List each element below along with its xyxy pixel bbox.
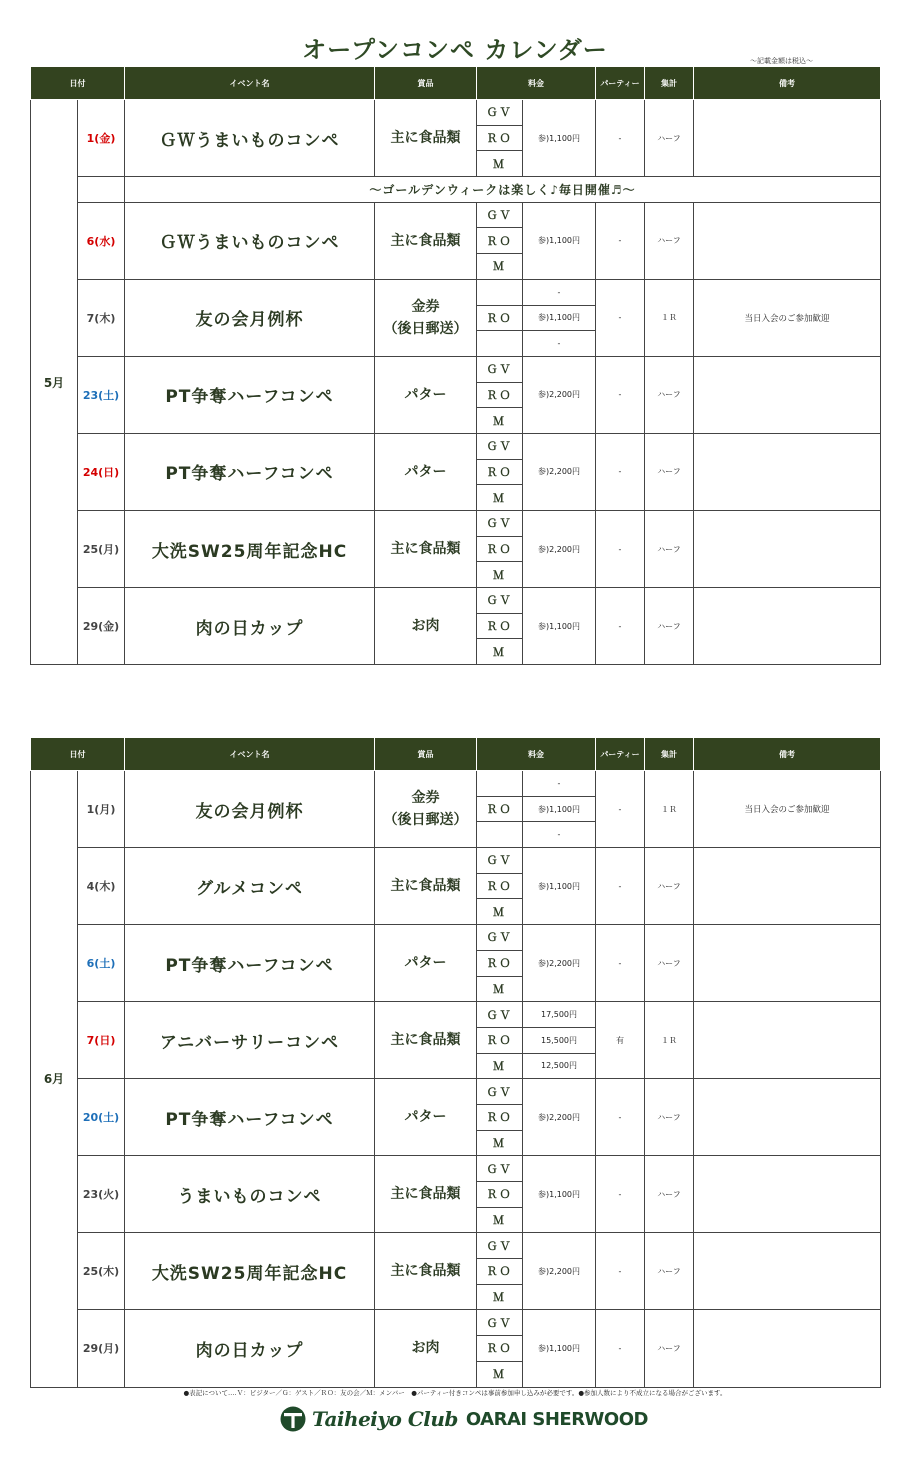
event-fee: 参)1,100円 — [523, 848, 596, 925]
player-class: ＧＶ — [477, 202, 523, 228]
event-party: - — [596, 279, 645, 356]
event-fee: 参)1,100円 — [523, 305, 596, 331]
event-count: ハーフ — [645, 1310, 694, 1387]
player-class: Ｍ — [477, 639, 523, 665]
player-class: Ｍ — [477, 1130, 523, 1156]
event-note — [694, 925, 881, 1002]
event-row — [31, 1079, 881, 1105]
event-row — [31, 588, 881, 614]
event-name: PT争奪ハーフコンペ — [125, 356, 375, 433]
prize-line-2: （後日郵送） — [383, 812, 468, 829]
event-fee: 参)1,100円 — [523, 796, 596, 822]
player-class — [477, 279, 523, 305]
club-logo — [280, 1405, 648, 1433]
event-note — [694, 848, 881, 925]
event-date: 23(土) — [78, 356, 125, 433]
event-date: 6(土) — [78, 925, 125, 1002]
player-class: ＧＶ — [477, 848, 523, 874]
prize-line-1: 主に食品類 — [390, 878, 461, 895]
event-prize — [375, 1002, 477, 1079]
event-fee: 参)2,200円 — [523, 433, 596, 510]
table-header-row — [31, 738, 881, 771]
event-prize — [375, 771, 477, 848]
event-name: PT争奪ハーフコンペ — [125, 1079, 375, 1156]
event-count: ハーフ — [645, 433, 694, 510]
event-fee: 12,500円 — [523, 1053, 596, 1079]
legend-note: ●表記について‥‥Ｖ：ビジター／Ｇ：ゲスト／ＲＯ：友の会／Ｍ：メンバー ●パーティー付きコンペは事前参加申し込みが必要です。●参加人数により不成立になる場合がございます。 — [183, 1389, 727, 1397]
player-class: Ｍ — [477, 899, 523, 925]
player-class: ＲＯ — [477, 1259, 523, 1285]
event-prize — [375, 356, 477, 433]
event-name: 友の会月例杯 — [125, 279, 375, 356]
month-label: 5月 — [31, 100, 78, 665]
event-prize — [375, 1156, 477, 1233]
event-fee: 参)2,200円 — [523, 356, 596, 433]
event-count: ハーフ — [645, 925, 694, 1002]
event-count: ハーフ — [645, 1233, 694, 1310]
event-fee: 参)2,200円 — [523, 925, 596, 1002]
event-count: ハーフ — [645, 848, 694, 925]
player-class: ＧＶ — [477, 1002, 523, 1028]
event-prize — [375, 100, 477, 177]
event-party: - — [596, 202, 645, 279]
prize-line-1: 主に食品類 — [390, 541, 461, 558]
header-count: 集計 — [645, 67, 694, 100]
header-note: 備考 — [694, 67, 881, 100]
header-date: 日付 — [31, 67, 125, 100]
prize-line-1: パター — [404, 463, 447, 480]
header-event: イベント名 — [125, 67, 375, 100]
logo-course: OARAI SHERWOOD — [465, 1408, 648, 1430]
event-party: 有 — [596, 1002, 645, 1079]
event-name: PT争奪ハーフコンペ — [125, 433, 375, 510]
event-date: 23(火) — [78, 1156, 125, 1233]
player-class: ＲＯ — [477, 125, 523, 151]
event-party: - — [596, 848, 645, 925]
player-class — [477, 822, 523, 848]
event-prize — [375, 1079, 477, 1156]
event-count: ハーフ — [645, 1079, 694, 1156]
event-note — [694, 511, 881, 588]
player-class: ＲＯ — [477, 613, 523, 639]
player-class: ＧＶ — [477, 1156, 523, 1182]
event-row — [31, 433, 881, 459]
event-fee: - — [523, 822, 596, 848]
event-fee: 参)1,100円 — [523, 1156, 596, 1233]
may-schedule-table — [30, 66, 881, 665]
event-prize — [375, 279, 477, 356]
prize-line-1: お肉 — [411, 618, 440, 635]
event-party: - — [596, 588, 645, 665]
player-class: ＲＯ — [477, 228, 523, 254]
event-party: - — [596, 100, 645, 177]
prize-line-1: 主に食品類 — [390, 130, 461, 147]
event-fee: 参)2,200円 — [523, 1233, 596, 1310]
event-prize — [375, 433, 477, 510]
player-class: ＧＶ — [477, 1310, 523, 1336]
event-prize — [375, 202, 477, 279]
player-class: Ｍ — [477, 1284, 523, 1310]
prize-line-1: 金券 — [411, 790, 440, 807]
event-note — [694, 1310, 881, 1387]
event-date: 29(月) — [78, 1310, 125, 1387]
event-date: 1(月) — [78, 771, 125, 848]
taiheiyo-club-logo-icon — [280, 1406, 306, 1432]
event-note — [694, 588, 881, 665]
event-party: - — [596, 1079, 645, 1156]
event-note — [694, 1233, 881, 1310]
player-class: Ｍ — [477, 562, 523, 588]
event-note: 当日入会のご参加歓迎 — [694, 279, 881, 356]
event-count: ハーフ — [645, 356, 694, 433]
event-row — [31, 511, 881, 537]
event-party: - — [596, 1233, 645, 1310]
june-schedule-table — [30, 737, 881, 1388]
player-class: Ｍ — [477, 1361, 523, 1387]
prize-line-1: パター — [404, 386, 447, 403]
player-class: ＲＯ — [477, 459, 523, 485]
event-date: 1(金) — [78, 100, 125, 177]
player-class: ＲＯ — [477, 1336, 523, 1362]
player-class: ＧＶ — [477, 1079, 523, 1105]
event-date: 7(木) — [78, 279, 125, 356]
prize-line-1: パター — [404, 1109, 447, 1126]
logo-brand: Taiheiyo Club — [312, 1407, 458, 1431]
event-name: PT争奪ハーフコンペ — [125, 925, 375, 1002]
event-party: - — [596, 1310, 645, 1387]
header-event: イベント名 — [125, 738, 375, 771]
event-date: 25(木) — [78, 1233, 125, 1310]
header-fee: 料金 — [477, 738, 596, 771]
player-class: ＧＶ — [477, 356, 523, 382]
event-fee: 参)1,100円 — [523, 202, 596, 279]
event-date: 20(土) — [78, 1079, 125, 1156]
event-count: １Ｒ — [645, 279, 694, 356]
event-date: 7(日) — [78, 1002, 125, 1079]
event-party: - — [596, 1156, 645, 1233]
event-fee: 17,500円 — [523, 1002, 596, 1028]
event-name: 友の会月例杯 — [125, 771, 375, 848]
event-date: 29(金) — [78, 588, 125, 665]
event-prize — [375, 848, 477, 925]
event-row — [31, 1156, 881, 1182]
event-note — [694, 356, 881, 433]
event-note — [694, 433, 881, 510]
player-class: Ｍ — [477, 151, 523, 177]
event-note: 当日入会のご参加歓迎 — [694, 771, 881, 848]
event-row — [31, 1233, 881, 1259]
player-class: ＧＶ — [477, 433, 523, 459]
event-name: グルメコンペ — [125, 848, 375, 925]
event-name: 肉の日カップ — [125, 588, 375, 665]
event-prize — [375, 1310, 477, 1387]
event-name: 大洗SW25周年記念HC — [125, 511, 375, 588]
player-class: ＧＶ — [477, 588, 523, 614]
event-row — [31, 356, 881, 382]
prize-line-1: パター — [404, 955, 447, 972]
player-class: ＲＯ — [477, 1027, 523, 1053]
event-fee: - — [523, 771, 596, 797]
event-name: うまいものコンペ — [125, 1156, 375, 1233]
event-prize — [375, 1233, 477, 1310]
player-class: ＲＯ — [477, 536, 523, 562]
table-header-row — [31, 67, 881, 100]
event-fee: 参)1,100円 — [523, 1310, 596, 1387]
event-row — [31, 202, 881, 228]
event-date: 4(木) — [78, 848, 125, 925]
player-class: Ｍ — [477, 485, 523, 511]
prize-line-1: 主に食品類 — [390, 232, 461, 249]
player-class: ＲＯ — [477, 1182, 523, 1208]
event-count: ハーフ — [645, 202, 694, 279]
event-fee: 参)2,200円 — [523, 1079, 596, 1156]
event-note — [694, 202, 881, 279]
player-class: ＲＯ — [477, 796, 523, 822]
player-class — [477, 331, 523, 357]
event-row — [31, 1310, 881, 1336]
gw-banner: ～ゴールデンウィークは楽しく♪毎日開催♬～ — [125, 177, 881, 203]
event-row — [31, 1002, 881, 1028]
player-class: ＲＯ — [477, 873, 523, 899]
player-class: ＲＯ — [477, 1104, 523, 1130]
event-party: - — [596, 511, 645, 588]
player-class: Ｍ — [477, 408, 523, 434]
player-class: Ｍ — [477, 254, 523, 280]
header-date: 日付 — [31, 738, 125, 771]
month-label: 6月 — [31, 771, 78, 1388]
event-count: ハーフ — [645, 588, 694, 665]
player-class — [477, 771, 523, 797]
event-count: １Ｒ — [645, 1002, 694, 1079]
event-row — [31, 279, 881, 305]
header-party: パーティー — [596, 67, 645, 100]
player-class: ＲＯ — [477, 950, 523, 976]
event-name: 肉の日カップ — [125, 1310, 375, 1387]
event-date: 24(日) — [78, 433, 125, 510]
player-class: ＧＶ — [477, 100, 523, 126]
event-fee: 参)1,100円 — [523, 588, 596, 665]
event-row — [31, 925, 881, 951]
player-class: ＲＯ — [477, 382, 523, 408]
event-count: ハーフ — [645, 100, 694, 177]
event-name: アニバーサリーコンペ — [125, 1002, 375, 1079]
prize-line-1: お肉 — [411, 1340, 440, 1357]
prize-line-1: 主に食品類 — [390, 1263, 461, 1280]
event-row — [31, 100, 881, 126]
event-row — [31, 848, 881, 874]
prize-line-1: 主に食品類 — [390, 1186, 461, 1203]
page-title: オープンコンペ カレンダー — [302, 36, 608, 64]
event-note — [694, 1002, 881, 1079]
event-fee: - — [523, 279, 596, 305]
event-prize — [375, 588, 477, 665]
player-class: Ｍ — [477, 1053, 523, 1079]
event-fee: 参)2,200円 — [523, 511, 596, 588]
event-count: １Ｒ — [645, 771, 694, 848]
header-prize: 賞品 — [375, 738, 477, 771]
event-fee: - — [523, 331, 596, 357]
event-name: 大洗SW25周年記念HC — [125, 1233, 375, 1310]
header-party: パーティー — [596, 738, 645, 771]
event-row — [31, 771, 881, 797]
event-fee: 15,500円 — [523, 1027, 596, 1053]
header-note: 備考 — [694, 738, 881, 771]
event-date: 6(水) — [78, 202, 125, 279]
player-class: ＧＶ — [477, 925, 523, 951]
event-party: - — [596, 356, 645, 433]
event-count: ハーフ — [645, 511, 694, 588]
banner-date-cell — [78, 177, 125, 203]
event-name: ＧＷうまいものコンペ — [125, 100, 375, 177]
prize-line-1: 金券 — [411, 298, 440, 315]
event-note — [694, 1079, 881, 1156]
player-class: ＲＯ — [477, 305, 523, 331]
event-note — [694, 1156, 881, 1233]
tax-note: ～記載金額は税込～ — [750, 57, 813, 65]
header-prize: 賞品 — [375, 67, 477, 100]
event-date: 25(月) — [78, 511, 125, 588]
event-party: - — [596, 925, 645, 1002]
event-note — [694, 100, 881, 177]
player-class: Ｍ — [477, 976, 523, 1002]
player-class: ＧＶ — [477, 1233, 523, 1259]
player-class: Ｍ — [477, 1207, 523, 1233]
event-prize — [375, 511, 477, 588]
player-class: ＧＶ — [477, 511, 523, 537]
event-fee: 参)1,100円 — [523, 100, 596, 177]
event-party: - — [596, 433, 645, 510]
event-party: - — [596, 771, 645, 848]
prize-line-1: 主に食品類 — [390, 1032, 461, 1049]
event-count: ハーフ — [645, 1156, 694, 1233]
event-prize — [375, 925, 477, 1002]
prize-line-2: （後日郵送） — [383, 320, 468, 337]
header-fee: 料金 — [477, 67, 596, 100]
header-count: 集計 — [645, 738, 694, 771]
event-name: ＧＷうまいものコンペ — [125, 202, 375, 279]
